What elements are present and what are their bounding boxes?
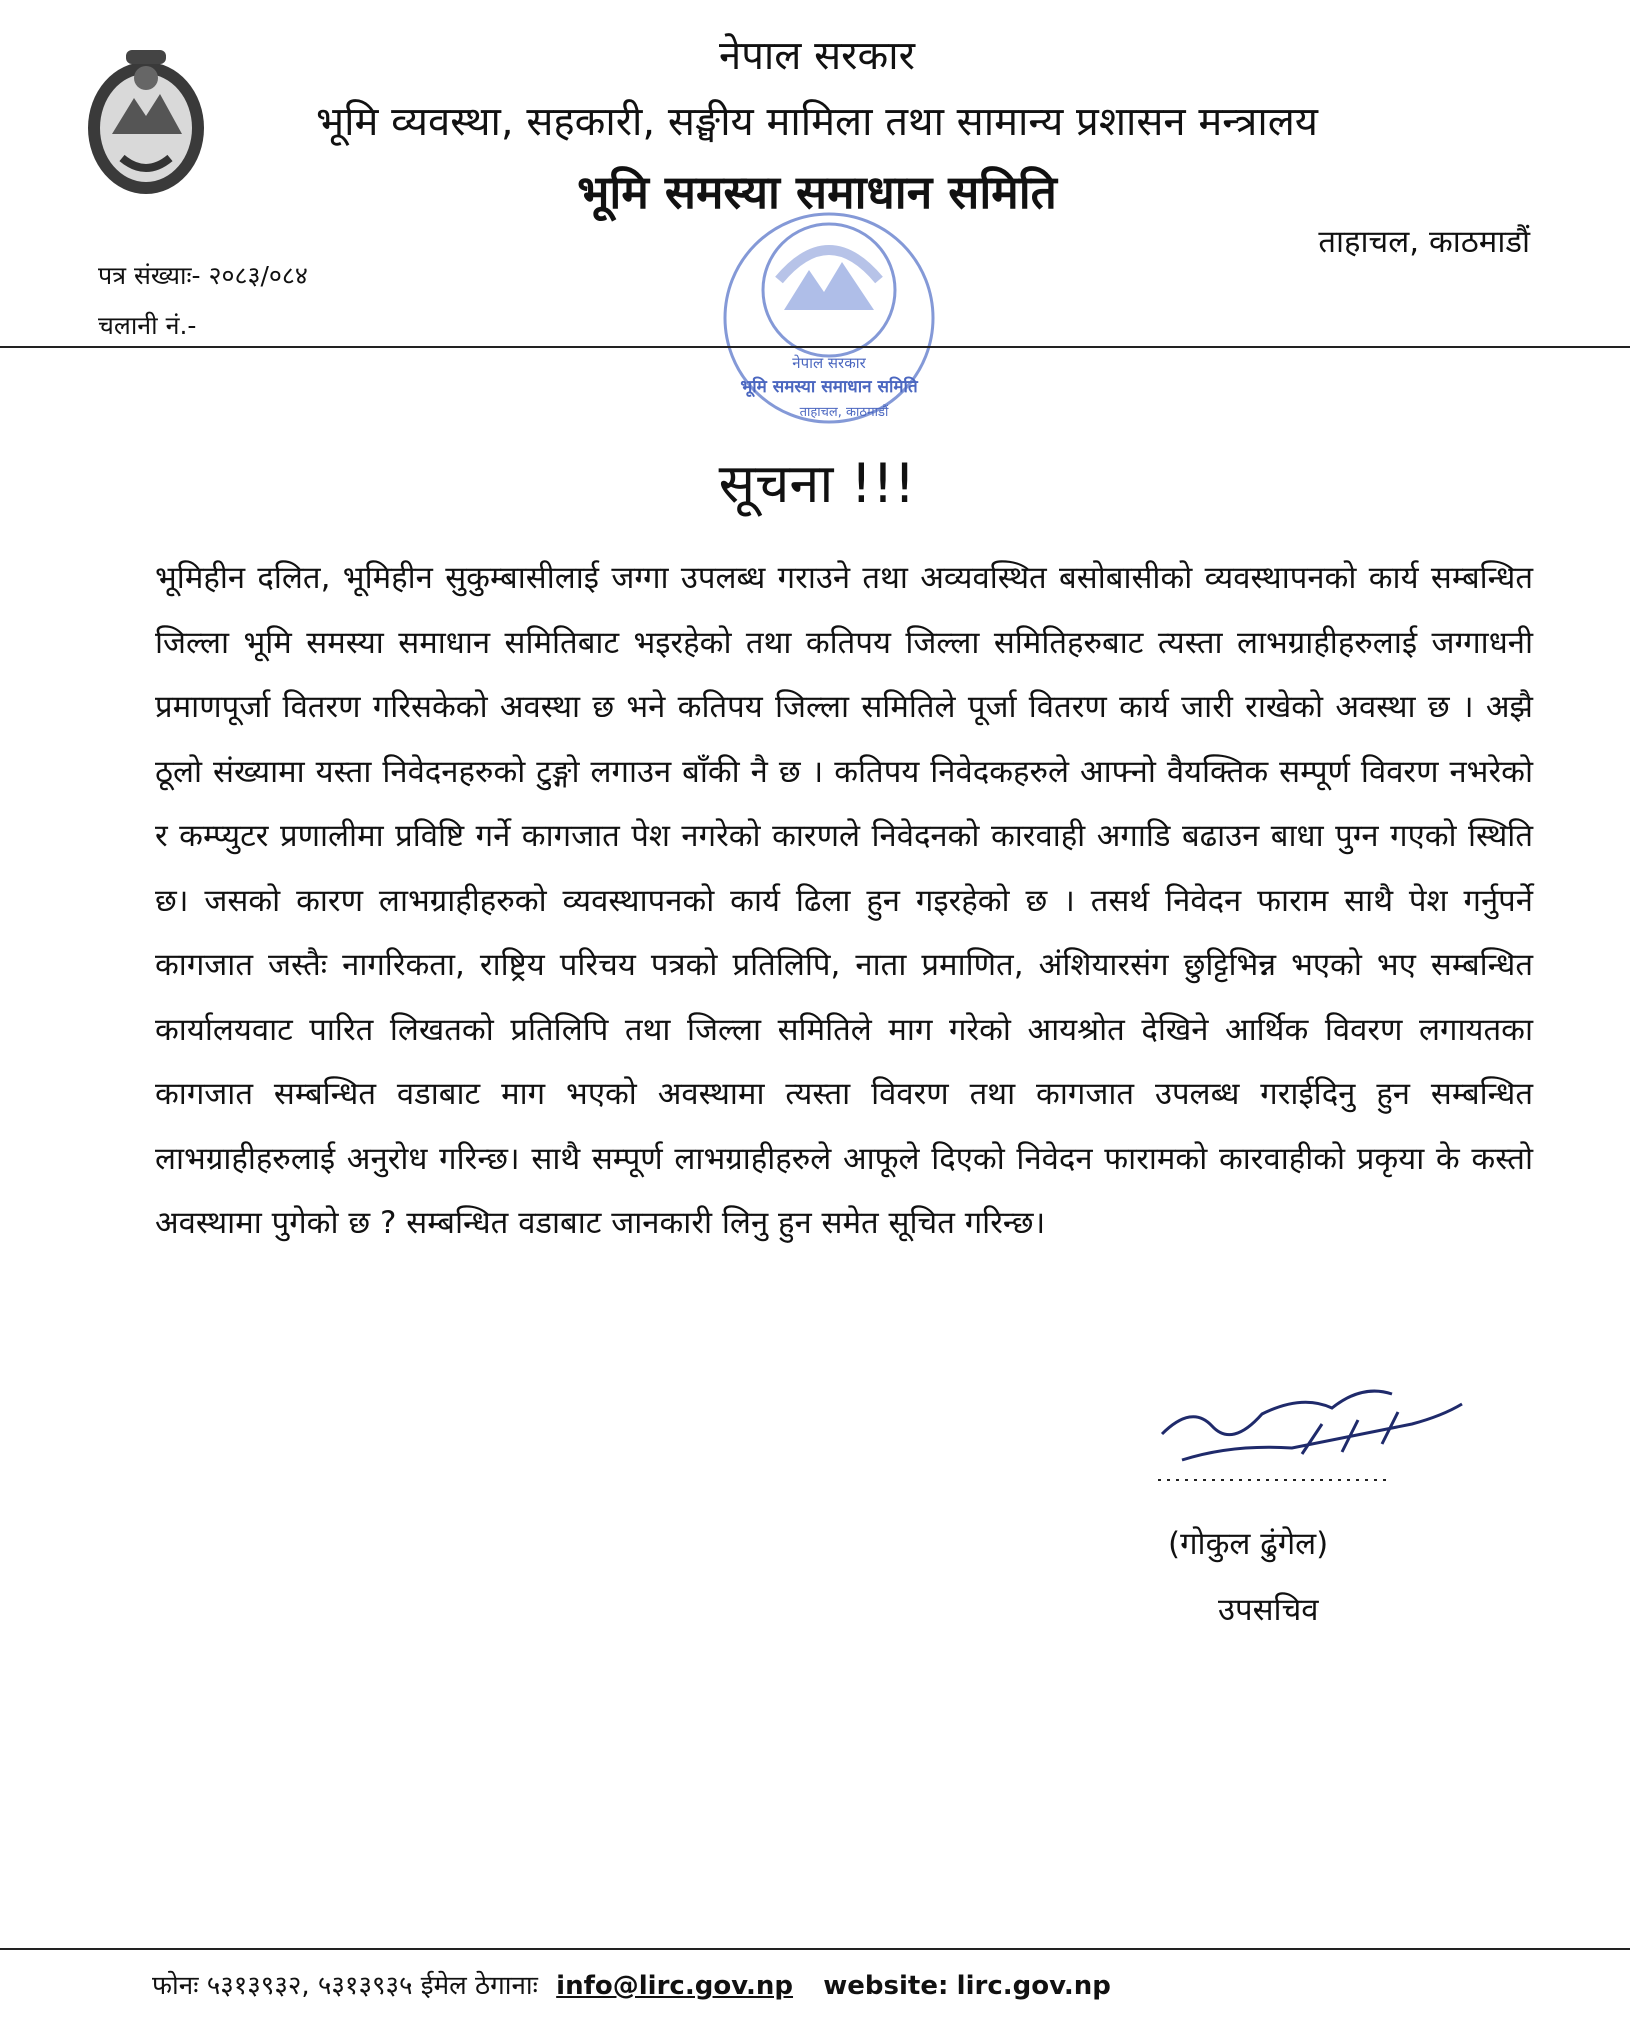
footer-email-link[interactable]: info@lirc.gov.np (556, 1971, 794, 2001)
footer-divider (0, 1948, 1630, 1950)
notice-body: भूमिहीन दलित, भूमिहीन सुकुम्बासीलाई जग्गा उपलब्ध गराउने तथा अव्यवस्थित बसोबासीको व्यवस्थापनको कार्य सम्बन्धित जिल्ला भूमि समस्या समाधान समितिबाट भइरहेको तथा कतिपय जिल्ला समितिहरुबाट त्यस्ता लाभग्राहीहरुलाई जग्गाधनी प्रमाणपूर्जा वितरण गरिसकेको अवस्था छ भने कतिपय जिल्ला समितिले पूर्जा वितरण कार्य जारी राखेको अवस्था छ । अझै ठूलो संख्यामा यस्ता निवेदनहरुको टुङ्गो लगाउन बाँकी नै छ । कतिपय निवेदकहरुले आफ्नो वैयक्तिक सम्पूर्ण विवरण नभरेको र कम्प्युटर प्रणालीमा प्रविष्टि गर्ने कागजात पेश नगरेको कारणले निवेदनको कारवाही अगाडि बढाउन बाधा पुग्न गएको स्थिति छ। जसको कारण लाभग्राहीहरुको व्यवस्थापनको कार्य ढिला हुन गइरहेको छ । तसर्थ निवेदन फाराम साथै पेश गर्नुपर्ने कागजात जस्तैः नागरिकता, राष्ट्रिय परिचय पत्रको प्रतिलिपि, नाता प्रमाणित, अंशियारसंग छुट्टिभिन्न भएको भए सम्बन्धित कार्यालयवाट पारित लिखतको प्रतिलिपि तथा जिल्ला समितिले माग गरेको आयश्रोत देखिने आर्थिक विवरण लगायतका कागजात सम्बन्धित वडाबाट माग भएको अवस्थामा त्यस्ता विवरण तथा कागजात उपलब्ध गराईदिनु हुन सम्बन्धित लाभग्राहीहरुलाई अनुरोध गरिन्छ। साथै सम्पूर्ण लाभग्राहीहरुले आफूले दिएको निवेदन फारामको कारवाहीको प्रकृया के कस्तो अवस्थामा पुगेको छ ? सम्बन्धित वडाबाट जानकारी लिनु हुन समेत सूचित गरिन्छ। (155, 560, 1533, 1241)
footer-website-link[interactable]: lirc.gov.np (956, 1971, 1111, 2001)
official-stamp (684, 200, 974, 430)
government-name: नेपाल सरकार (719, 33, 915, 79)
office-location: ताहाचल, काठमाडौं (1318, 224, 1530, 260)
stamp-line-2: भूमि समस्या समाधान समिति (740, 377, 918, 397)
dispatch-number: चलानी नं.- (98, 311, 197, 340)
signatory-designation: उपसचिव (1218, 1592, 1319, 1628)
footer-website-label: website: (823, 1971, 949, 2001)
committee-name: भूमि समस्या समाधान समिति (577, 165, 1057, 219)
footer-phone: फोनः ५३१३९३२, ५३१३९३५ ईमेल ठेगानाः (152, 1971, 538, 2001)
letter-number: पत्र संख्याः- २०८३/०८४ (98, 261, 308, 290)
header-divider (0, 346, 1630, 348)
footer-contact (152, 1966, 1111, 2002)
signatory-name: (गोकुल ढुंगेल) (1168, 1526, 1329, 1562)
stamp-line-1: नेपाल सरकार (792, 354, 866, 372)
handwritten-signature (1152, 1364, 1472, 1494)
ministry-name: भूमि व्यवस्था, सहकारी, सङ्घीय मामिला तथा सामान्य प्रशासन मन्त्रालय (315, 99, 1319, 145)
notice-title: सूचना !!! (718, 452, 916, 515)
stamp-line-3: ताहाचल, काठमाडौं (799, 405, 889, 420)
